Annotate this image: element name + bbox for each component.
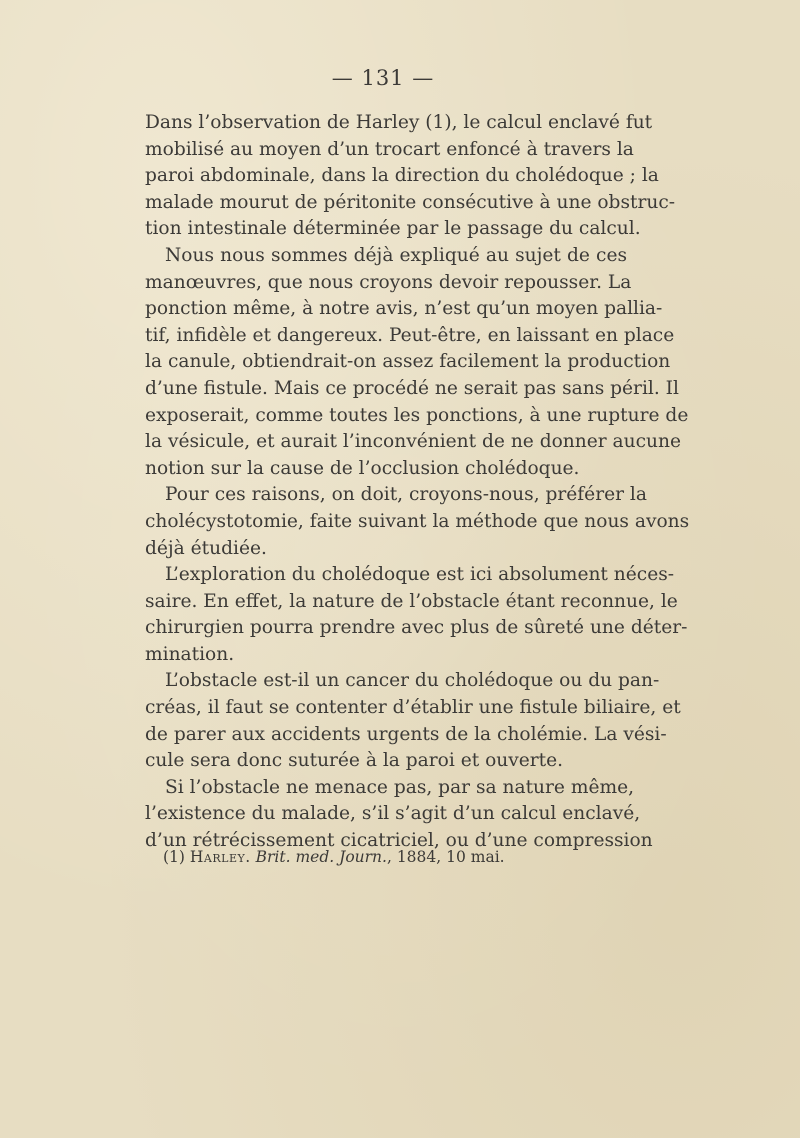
text-line: tif, infidèle et dangereux. Peut-être, en laissant en place bbox=[145, 324, 675, 346]
text-line: la canule, obtiendrait-on assez facilement la production bbox=[145, 351, 671, 373]
text-line: cholécystotomie, faite suivant la méthode que nous avons bbox=[145, 510, 690, 532]
text-line: chirurgien pourra prendre avec plus de sûreté une déter- bbox=[145, 617, 688, 639]
footnote bbox=[163, 848, 505, 866]
text-line: tion intestinale déterminée par le passage du calcul. bbox=[145, 218, 641, 240]
text-line: notion sur la cause de l’occlusion cholédoque. bbox=[145, 457, 580, 479]
text-line: malade mourut de péritonite consécutive à une obstruc- bbox=[145, 191, 676, 213]
text-line: mobilisé au moyen d’un trocart enfoncé à travers la bbox=[145, 138, 634, 160]
text-line: Si l’obstacle ne menace pas, par sa nature même, bbox=[165, 776, 635, 798]
body-text bbox=[145, 110, 690, 855]
text-line: paroi abdominale, dans la direction du cholédoque ; la bbox=[145, 165, 659, 187]
text-line: ponction même, à notre avis, n’est qu’un moyen pallia- bbox=[145, 298, 663, 320]
text-line: L’exploration du cholédoque est ici absolument néces- bbox=[165, 564, 675, 586]
text-line: saire. En effet, la nature de l’obstacle étant reconnue, le bbox=[145, 590, 678, 612]
footnote-details: , 1884, 10 mai. bbox=[386, 848, 505, 866]
text-line: Dans l’observation de Harley (1), le calcul enclavé fut bbox=[145, 112, 653, 133]
footnote-journal: Brit. med. Journ. bbox=[255, 848, 387, 866]
page-number: — 131 — bbox=[331, 66, 435, 90]
text-line: l’existence du malade, s’il s’agit d’un calcul enclavé, bbox=[145, 803, 641, 825]
footnote-marker: (1) bbox=[163, 848, 185, 866]
text-line: mination. bbox=[145, 643, 235, 665]
text-line: d’une fistule. Mais ce procédé ne serait pas sans péril. Il bbox=[145, 377, 679, 399]
text-line: Pour ces raisons, on doit, croyons-nous, préférer la bbox=[165, 484, 647, 506]
text-line: la vésicule, et aurait l’inconvénient de ne donner aucune bbox=[145, 431, 681, 453]
text-line: d’un rétrécissement cicatriciel, ou d’une compression bbox=[145, 830, 653, 852]
text-line: créas, il faut se contenter d’établir une fistule biliaire, et bbox=[145, 697, 681, 719]
text-line: L’obstacle est-il un cancer du cholédoque ou du pan- bbox=[165, 670, 660, 692]
text-line: manœuvres, que nous croyons devoir repousser. La bbox=[145, 271, 632, 293]
text-line: Nous nous sommes déjà expliqué au sujet de ces bbox=[165, 244, 627, 266]
footnote-author: Harley. bbox=[189, 848, 251, 866]
text-line: de parer aux accidents urgents de la cholémie. La vési- bbox=[145, 723, 667, 745]
text-line: exposerait, comme toutes les ponctions, à une rupture de bbox=[145, 404, 689, 426]
text-line: déjà étudiée. bbox=[145, 537, 267, 559]
text-line: cule sera donc suturée à la paroi et ouverte. bbox=[145, 750, 564, 772]
